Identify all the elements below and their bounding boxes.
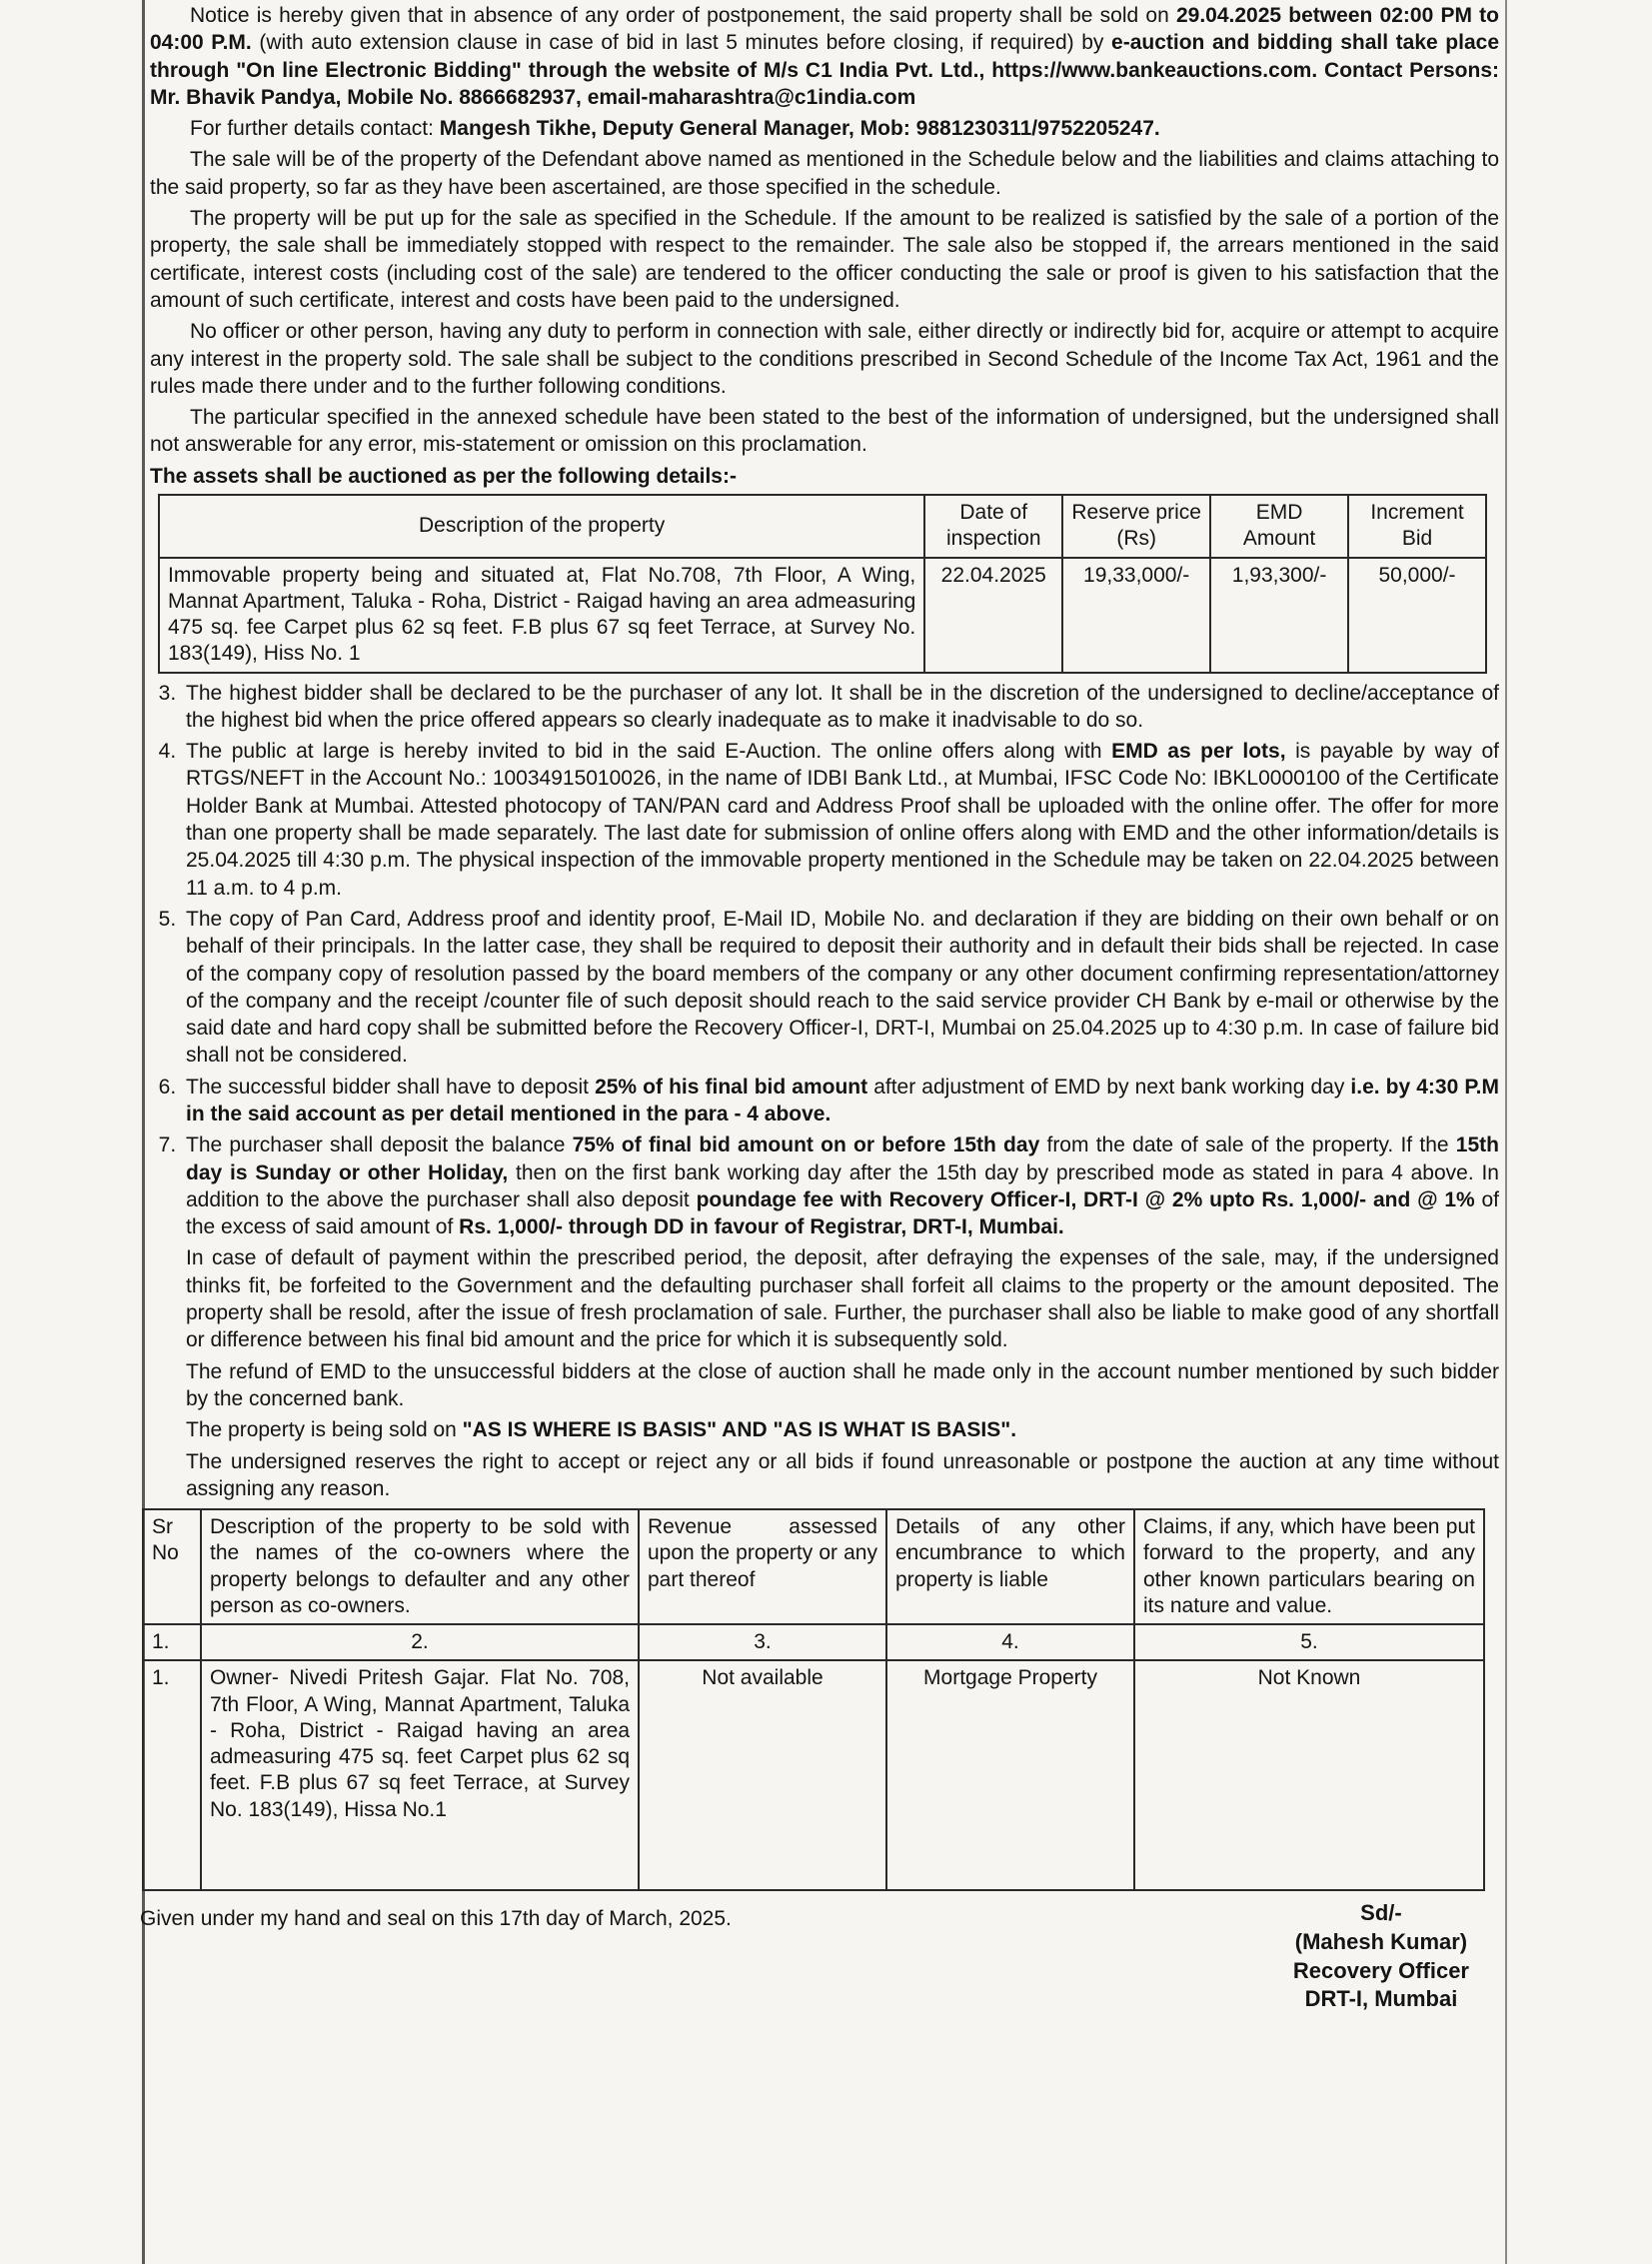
schedule-table: [142, 1508, 1485, 1891]
property-description: Immovable property being and situated at, Flat No.708, 7th Floor, A Wing, Mannat Apartment, Taluka - Roha, District - Raigad having an area admeasuring 475 sq. fee Carpet plus 62 sq feet. F.B plus 67 sq feet Terrace, at Survey No. 183(149), Hiss No. 1: [159, 558, 924, 673]
increment-bid: 50,000/-: [1348, 558, 1486, 673]
disclaimer-paragraph: The particular specified in the annexed schedule have been stated to the best of the information of undersigned, but the undersigned shall not answerable for any error, mis-statement or omission on this proclamation.: [150, 406, 1499, 457]
sd-mark: Sd/-: [1360, 1900, 1402, 1926]
claims: Not Known: [1134, 1660, 1484, 1890]
revenue-assessed: Not available: [639, 1660, 886, 1890]
contact-paragraph: For further details contact: Mangesh Tikhe, Deputy General Manager, Mob: 9881230311/9752205247.: [190, 117, 1160, 141]
col-date-of-inspection: Date of inspection: [924, 495, 1062, 558]
inspection-date: 22.04.2025: [924, 558, 1062, 673]
signature-block: [140, 1899, 1499, 2029]
table-row: [159, 558, 1486, 673]
col-emd-amount: EMD Amount: [1210, 495, 1348, 558]
col-claims: Claims, if any, which have been put forward to the property, and any other known particulars bearing on its nature and value.: [1134, 1509, 1484, 1624]
col-encumbrance: Details of any other encumbrance to which property is liable: [886, 1509, 1134, 1624]
col-reserve-price: Reserve price (Rs): [1062, 495, 1210, 558]
emd-refund-paragraph: The refund of EMD to the unsuccessful bidders at the close of auction shall he made only in the account number mentioned by such bidder by the concerned bank.: [186, 1359, 1499, 1410]
encumbrance: Mortgage Property: [886, 1660, 1134, 1890]
condition-3: 3. The highest bidder shall be declared to be the purchaser of any lot. It shall be in the discretion of the undersigned to decline/acceptance of the highest bid when the price offered appears so clearly inadequate as to make it inadvisable to do so.: [182, 680, 1499, 735]
col-number-2: 2.: [201, 1624, 639, 1660]
condition-6: 6. The successful bidder shall have to deposit 25% of his final bid amount after adjustment of EMD by next bank working day i.e. by 4:30 P.M in the said account as per detail mentioned in the para - 4 above.: [182, 1074, 1499, 1129]
condition-7: 7. The purchaser shall deposit the balance 75% of final bid amount on or before 15th day from the date of sale of the property. If the 15th day is Sunday or other Holiday, then on the first bank working day after the 15th day by prescribed mode as stated in para 4 above. In addition to the above the purchaser shall also deposit poundage fee with Recovery Officer-I, DRT-I @ 2% upto Rs. 1,000/- and @ 1% of the excess of said amount of Rs. 1,000/- through DD in favour of Registrar, DRT-I, Mumbai.: [182, 1132, 1499, 1240]
col-revenue-assessed: Revenue assessed upon the property or any part thereof: [639, 1509, 886, 1624]
assets-intro: The assets shall be auctioned as per the following details:-: [150, 464, 737, 488]
owner-property-description: Owner- Nivedi Pritesh Gajar. Flat No. 708, 7th Floor, A Wing, Mannat Apartment, Taluka - Roha, District - Raigad having an area admeasuring 475 sq. feet Carpet plus 62 sq feet. F.B plus 67 sq feet Terrace, at Survey No. 183(149), Hissa No.1: [201, 1660, 639, 1890]
column-number-row: [143, 1624, 1484, 1660]
assets-table-header: [159, 495, 1486, 558]
proclamation-body: [140, 0, 1499, 2029]
sale-scope-paragraph: The sale will be of the property of the Defendant above named as mentioned in the Schedule below and the liabilities and claims attaching to the said property, so far as they have been ascertained, are those specified in the schedule.: [150, 148, 1499, 199]
col-number-3: 3.: [639, 1624, 886, 1660]
table-row: [143, 1660, 1484, 1890]
sale-stop-paragraph: The property will be put up for the sale as specified in the Schedule. If the amount to be realized is satisfied by the sale of a portion of the property, the sale shall be immediately stopped with respect to the remainder. The sale also be stopped if, the arrears mentioned in the said certificate, interest costs (including cost of the sale) are tendered to the officer conducting the sale or proof is given to his satisfaction that the amount of such certificate, interest and costs have been paid to the undersigned.: [150, 207, 1499, 312]
officer-restriction-paragraph: No officer or other person, having any duty to perform in connection with sale, either directly or indirectly bid for, acquire or attempt to acquire any interest in the property sold. The sale shall be subject to the conditions prescribed in Second Schedule of the Income Tax Act, 1961 and the rules made there under and to the further following conditions.: [150, 320, 1499, 398]
officer-name: (Mahesh Kumar): [1294, 1929, 1468, 1954]
officer-office: DRT-I, Mumbai: [1304, 1986, 1458, 2012]
col-number-4: 4.: [886, 1624, 1134, 1660]
officer-designation: Recovery Officer: [1292, 1957, 1469, 1983]
col-number-1: 1.: [143, 1624, 201, 1660]
emd-amount: 1,93,300/-: [1210, 558, 1348, 673]
reserve-price: 19,33,000/-: [1062, 558, 1210, 673]
col-description: Description of the property: [159, 495, 924, 558]
as-is-basis-paragraph: The property is being sold on "AS IS WHERE IS BASIS" AND "AS IS WHAT IS BASIS".: [186, 1418, 1017, 1442]
officer-signature: [1293, 1899, 1469, 2013]
sr-no: 1.: [143, 1660, 201, 1890]
condition-5: 5. The copy of Pan Card, Address proof and identity proof, E-Mail ID, Mobile No. and declaration if they are bidding on their own behalf or on behalf of their principals. In the latter case, they shall be required to deposit their authority and in default their bids shall be rejected. In case of the company copy of resolution passed by the board members of the company or any other document confirming representation/attorney of the company and the receipt /counter file of such deposit should reach to the said service provider CH Bank by e-mail or otherwise by the said date and hard copy shall be submitted before the Recovery Officer-I, DRT-I, Mumbai on 25.04.2025 up to 4:30 p.m. In case of failure bid shall not be considered.: [182, 906, 1499, 1070]
condition-4: 4. The public at large is hereby invited to bid in the said E-Auction. The online offers along with EMD as per lots, is payable by way of RTGS/NEFT in the Account No.: 10034915010026, in the name of IDBI Bank Ltd., at Mumbai, IFSC Code No: IBKL0000100 of the Certificate Holder Bank at Mumbai. Attested photocopy of TAN/PAN card and Address Proof shall be uploaded with the online offer. The offer for more than one property shall be made separately. The last date for submission of online offers along with EMD and the other information/details is 25.04.2025 till 4:30 p.m. The physical inspection of the immovable property mentioned in the Schedule may be taken on 22.04.2025 between 11 a.m. to 4 p.m.: [182, 738, 1499, 902]
reserve-right-paragraph: The undersigned reserves the right to accept or reject any or all bids if found unreasonable or postpone the auction at any time without assigning any reason.: [186, 1449, 1499, 1500]
col-property-description: Description of the property to be sold with the names of the co-owners where the property belongs to defaulter and any other person as co-owners.: [201, 1509, 639, 1624]
schedule-table-header: [143, 1509, 1484, 1624]
col-sr-no: Sr No: [143, 1509, 201, 1624]
given-under-hand: Given under my hand and seal on this 17th day of March, 2025.: [140, 1907, 732, 1931]
conditions-list: [150, 680, 1499, 1241]
assets-table: [158, 494, 1487, 674]
right-margin-rule: [1505, 0, 1507, 2264]
col-increment-bid: Increment Bid: [1348, 495, 1486, 558]
col-number-5: 5.: [1134, 1624, 1484, 1660]
default-payment-paragraph: In case of default of payment within the prescribed period, the deposit, after defraying the expenses of the sale, may, if the undersigned thinks fit, be forfeited to the Government and the defaulting purchaser shall forfeit all claims to the property or the amount deposited. The property shall be resold, after the issue of fresh proclamation of sale. Further, the purchaser shall also be liable to make good of any shortfall or difference between his final bid amount and the price for which it is subsequently sold.: [186, 1246, 1499, 1352]
auction-date-paragraph: Notice is hereby given that in absence of any order of postponement, the said property shall be sold on 29.04.2025 between 02:00 PM to 04:00 P.M. (with auto extension clause in case of bid in last 5 minutes before closing, if required) by e-auction and bidding shall take place through "On line Electronic Bidding" through the website of M/s C1 India Pvt. Ltd., https://www.bankeauctions.com. Contact Persons: Mr. Bhavik Pandya, Mobile No. 8866682937, email-maharashtra@c1india.com: [150, 4, 1499, 109]
